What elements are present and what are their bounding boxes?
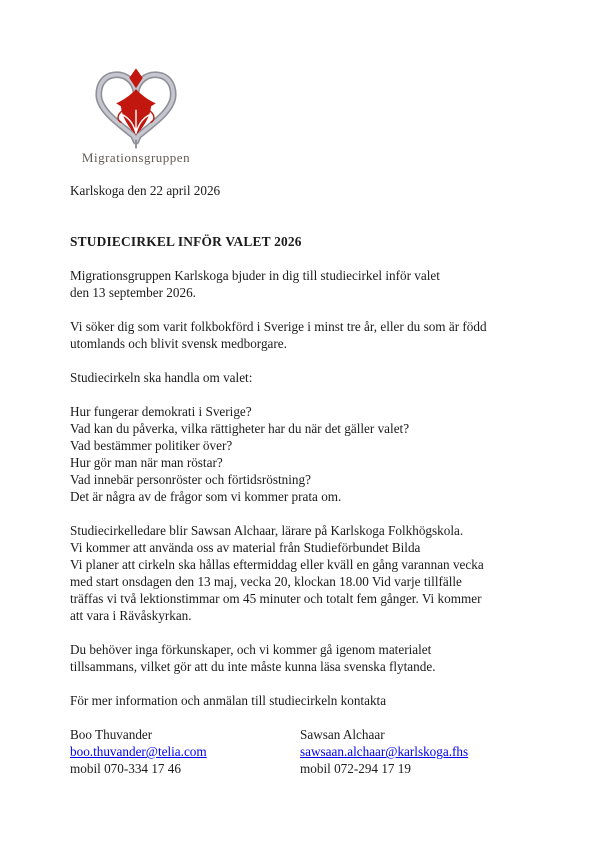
paragraph-invite — [70, 267, 530, 301]
text-line: Vi planer att cirkeln ska hållas eftermiddag eller kväll en gång varannan vecka — [70, 557, 484, 572]
text-line: Vad bestämmer politiker över? — [70, 438, 233, 453]
paragraph-more-info — [70, 692, 530, 709]
contact-block — [70, 726, 530, 777]
text-line: Vi kommer att använda oss av material från Studieförbundet Bilda — [70, 540, 421, 555]
paragraph-seek — [70, 318, 530, 352]
text-line: För mer information och anmälan till studiecirkeln kontakta — [70, 693, 387, 708]
dateline: Karlskoga den 22 april 2026 — [70, 183, 221, 198]
contact-name: Boo Thuvander — [70, 727, 153, 742]
contact-left — [70, 726, 300, 777]
text-line: Vi söker dig som varit folkbokförd i Sverige i minst tre år, eller du som är född — [70, 319, 487, 334]
paragraph-about — [70, 369, 530, 386]
paragraph-no-prereq — [70, 641, 530, 675]
letter-title: STUDIECIRKEL INFÖR VALET 2026 — [70, 234, 302, 249]
contact-name: Sawsan Alchaar — [300, 727, 385, 742]
text-line: träffas vi två lektionstimmar om 45 minuter och totalt fem gånger. Vi kommer — [70, 591, 482, 606]
paragraph-questions — [70, 403, 530, 505]
contact-phone: mobil 072-294 17 19 — [300, 761, 411, 776]
text-line: Migrationsgruppen Karlskoga bjuder in dig till studiecirkel inför valet — [70, 268, 440, 283]
text-line: med start onsdagen den 13 maj, vecka 20, klockan 18.00 Vid varje tillfälle — [70, 574, 462, 589]
text-line: tillsammans, vilket gör att du inte måste kunna läsa svenska flytande. — [70, 659, 436, 674]
text-line: den 13 september 2026. — [70, 285, 196, 300]
paragraph-details — [70, 522, 530, 624]
text-line: Du behöver inga förkunskaper, och vi kommer gå igenom materialet — [70, 642, 432, 657]
contact-right — [300, 726, 530, 777]
text-line: utomlands och blivit svensk medborgare. — [70, 336, 287, 351]
contact-email-link[interactable]: sawsaan.alchaar@karlskoga.fhs — [300, 744, 469, 759]
text-line: att vara i Rävåskyrkan. — [70, 608, 192, 623]
text-line: Vad innebär personröster och förtidsröstning? — [70, 472, 311, 487]
text-line: Studiecirkelledare blir Sawsan Alchaar, lärare på Karlskoga Folkhögskola. — [70, 523, 464, 538]
contact-email-link[interactable]: boo.thuvander@telia.com — [70, 744, 207, 759]
logo — [70, 0, 202, 165]
text-line: Hur fungerar demokrati i Sverige? — [70, 404, 252, 419]
migrationsgruppen-heart-tulip-icon — [88, 66, 184, 150]
text-line: Vad kan du påverka, vilka rättigheter har du när det gäller valet? — [70, 421, 410, 436]
text-line: Studiecirkeln ska handla om valet: — [70, 370, 253, 385]
logo-caption: Migrationsgruppen — [81, 150, 191, 165]
text-line: Det är några av de frågor som vi kommer prata om. — [70, 489, 342, 504]
text-line: Hur gör man när man röstar? — [70, 455, 223, 470]
contact-phone: mobil 070-334 17 46 — [70, 761, 181, 776]
